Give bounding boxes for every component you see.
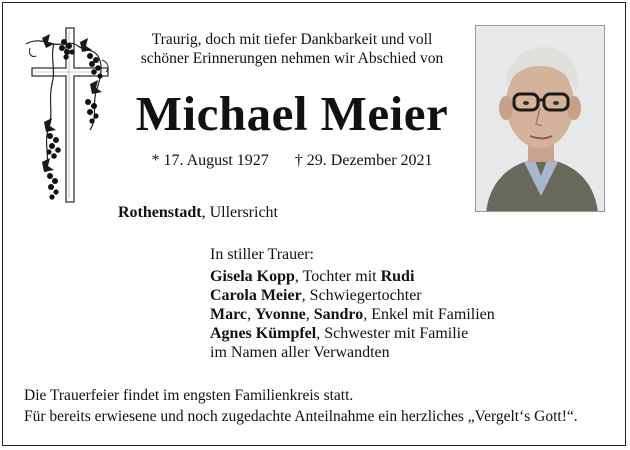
footer-text: [24, 385, 578, 427]
mourners-heading: In stiller Trauer:: [210, 246, 314, 263]
place-rest: , Ullersricht: [201, 204, 278, 221]
place-line: [118, 204, 278, 222]
footer-line-2: Für bereits erwiesene und noch zugedachte Anteilnahme ein herzliches „Vergelt‘s Gott!“.: [24, 408, 578, 425]
intro-line-2: schöner Erinnerungen nehmen wir Abschied von: [140, 50, 444, 67]
intro-text: [118, 30, 466, 68]
mourners-block: [210, 245, 495, 362]
mourner-line: Marc, Yvonne, Sandro, Enkel mit Familien: [210, 306, 495, 323]
place-main: Rothenstadt: [118, 204, 202, 221]
mourner-line: Agnes Kümpfel, Schwester mit Familie: [210, 325, 469, 342]
portrait-photo: [475, 25, 605, 212]
death-date: † 29. Dezember 2021: [294, 152, 433, 169]
cross-with-grapevine-icon: [24, 26, 114, 206]
footer-line-1: Die Trauerfeier findet im engsten Familienkreis statt.: [24, 387, 354, 404]
mourner-line: Carola Meier, Schwiegertochter: [210, 287, 422, 304]
mourner-line: im Namen aller Verwandten: [210, 344, 390, 361]
portrait-illustration: [476, 26, 605, 212]
birth-date: * 17. August 1927: [151, 152, 269, 169]
life-dates: [118, 152, 466, 170]
mourner-line: Gisela Kopp, Tochter mit Rudi: [210, 268, 415, 285]
deceased-name: Michael Meier: [135, 86, 449, 141]
intro-line-1: Traurig, doch mit tiefer Dankbarkeit und voll: [151, 31, 433, 48]
